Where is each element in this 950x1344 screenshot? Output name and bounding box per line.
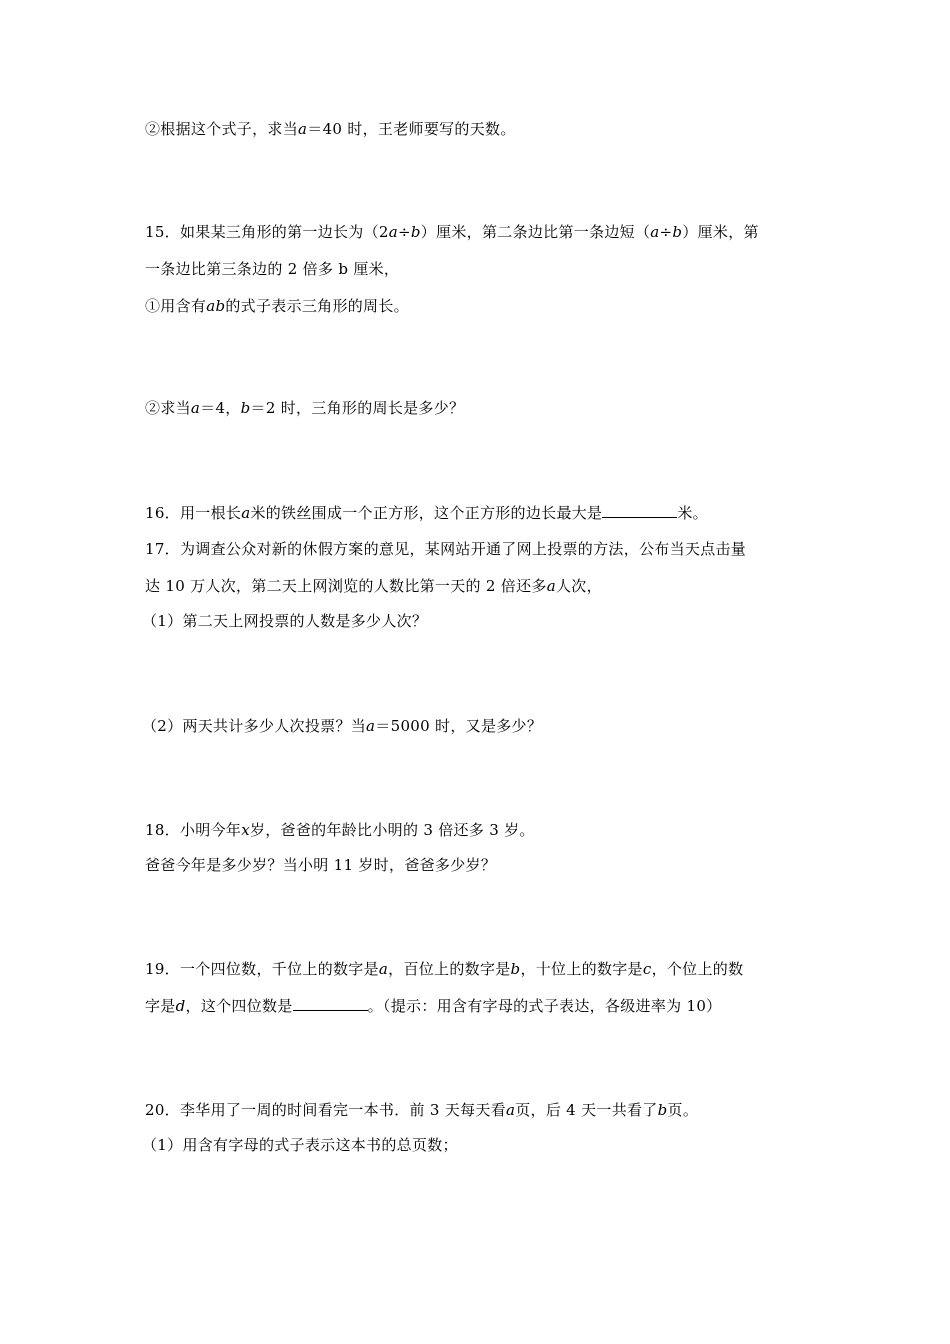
text: ，这个四位数是 [185, 997, 293, 1015]
text: ②求当 [145, 399, 191, 417]
q18-line1 [145, 820, 535, 840]
variable-a: a [650, 223, 660, 241]
text: 16．用一根长 [145, 504, 242, 522]
answer-blank [602, 503, 677, 518]
text: 页，后 4 天一共看了 [515, 1101, 658, 1119]
variable-a: a [388, 223, 398, 241]
answer-blank [293, 996, 368, 1011]
q20-line1 [145, 1100, 698, 1120]
variable-b: b [672, 223, 683, 241]
q18-line2: 爸爸今年是多少岁？当小明 11 岁时，爸爸多少岁？ [145, 856, 497, 874]
variable-a: a [241, 504, 251, 522]
q20-part1: （1）用含有字母的式子表示这本书的总页数； [142, 1136, 458, 1154]
q15-line1 [145, 222, 759, 242]
q17-line2 [145, 576, 602, 596]
text: 19．一个四位数，千位上的数字是 [145, 960, 379, 978]
text: 人次， [555, 577, 602, 595]
text: 岁，爸爸的年龄比小明的 3 倍还多 3 岁。 [249, 821, 535, 839]
variable-a: a [378, 960, 389, 978]
variable-a: a [366, 717, 376, 735]
q15-part1 [145, 296, 409, 316]
text: 页。 [667, 1101, 699, 1119]
q17-part1: （1）第二天上网投票的人数是多少人次？ [142, 612, 428, 630]
variable-a: a [190, 399, 201, 417]
text: 的式子表示三角形的周长。 [225, 297, 409, 315]
q17-part2 [142, 716, 542, 736]
text: ，个位上的数 [651, 960, 744, 978]
variable-a: a [546, 577, 556, 595]
text: ）厘米，第 [682, 223, 759, 241]
text: ＝2 时，三角形的周长是多少？ [250, 399, 465, 417]
variable-d: d [175, 997, 186, 1015]
q17-line1: 17．为调查公众对新的休假方案的意见，某网站开通了网上投票的方法，公布当天点击量 [145, 540, 747, 558]
variable-c: c [642, 960, 652, 978]
q14-part2 [145, 119, 516, 139]
q19-line2 [145, 996, 721, 1016]
text: 。（提示：用含有字母的式子表达，各级进率为 10） [367, 997, 722, 1015]
variable-b: b [510, 960, 521, 978]
text: 18．小明今年 [145, 821, 242, 839]
variable-b: b [657, 1101, 668, 1119]
text: ＝4， [200, 399, 241, 417]
variable-b: b [240, 399, 251, 417]
text: ）厘米，第二条边比第一条边短（ [420, 223, 651, 241]
variable-a: a [505, 1101, 516, 1119]
text: （2）两天共计多少人次投票？当 [142, 717, 367, 735]
text: ①用含有 [145, 297, 207, 315]
q19-line1 [145, 959, 743, 979]
text: 15．如果某三角形的第一边长为（2 [145, 223, 389, 241]
variable-a: a [298, 120, 308, 138]
variable-b: b [410, 223, 421, 241]
text: 20．李华用了一周的时间看完一本书．前 3 天每天看 [145, 1101, 506, 1119]
text: ，百位上的数字是 [388, 960, 511, 978]
text: 达 10 万人次，第二天上网浏览的人数比第一天的 2 倍还多 [145, 577, 547, 595]
q15-line2: 一条边比第三条边的 2 倍多 b 厘米， [145, 260, 400, 278]
text: 米的铁丝围成一个正方形，这个正方形的边长最大是 [250, 504, 603, 522]
text: ＝5000 时，又是多少？ [375, 717, 543, 735]
q16-line [145, 503, 708, 523]
variables-ab: ab [206, 297, 226, 315]
text: ÷ [659, 223, 673, 241]
variable-x: x [241, 821, 250, 839]
text: 字是 [145, 997, 176, 1015]
q14-part2-text: ②根据这个式子，求当 [145, 120, 299, 138]
q15-part2 [145, 398, 464, 418]
text: 米。 [677, 504, 708, 522]
text: ，十位上的数字是 [520, 960, 643, 978]
q14-part2-text-end: ＝40 时，王老师要写的天数。 [307, 120, 516, 138]
text: ÷ [397, 223, 411, 241]
